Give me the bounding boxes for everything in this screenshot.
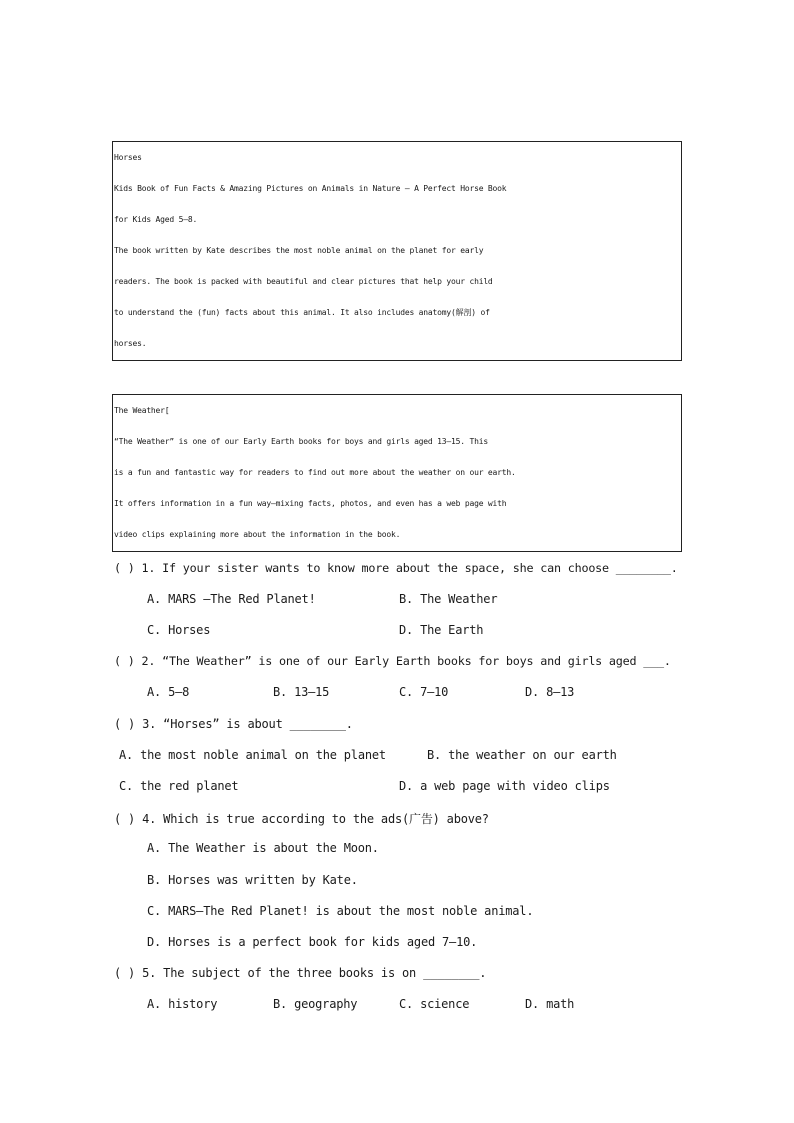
ad-text-line: readers. The book is packed with beautiful and clear pictures that help your child xyxy=(114,277,493,286)
question-2-option-c: C. 7—10 xyxy=(399,685,449,699)
ad-weather xyxy=(112,394,682,552)
ad-text-line: to understand the (fun) facts about this animal. It also includes anatomy(解剖) of xyxy=(114,308,490,317)
question-2-stem: ( ) 2. “The Weather” is one of our Early Earth books for boys and girls aged ___. xyxy=(114,654,671,668)
ad-text-line: “The Weather” is one of our Early Earth books for boys and girls aged 13—15. This xyxy=(114,437,488,446)
ad-text-line: is a fun and fantastic way for readers to find out more about the weather on our earth. xyxy=(114,468,516,477)
question-1-stem: ( ) 1. If your sister wants to know more about the space, she can choose ________. xyxy=(114,561,678,575)
question-5-option-b: B. geography xyxy=(273,997,358,1011)
question-4-option-c: C. MARS—The Red Planet! is about the most noble animal. xyxy=(147,904,534,918)
question-2-option-d: D. 8—13 xyxy=(525,685,575,699)
ad-text-line: video clips explaining more about the information in the book. xyxy=(114,530,401,539)
question-3-option-b: B. the weather on our earth xyxy=(427,748,617,762)
question-3-option-c: C. the red planet xyxy=(119,779,239,793)
ad-text-line: Kids Book of Fun Facts & Amazing Pictures on Animals in Nature — A Perfect Horse Book xyxy=(114,184,507,193)
ad-text-line: The book written by Kate describes the most noble animal on the planet for early xyxy=(114,246,484,255)
question-3-option-a: A. the most noble animal on the planet xyxy=(119,748,386,762)
question-1-option-c: C. Horses xyxy=(147,623,211,637)
question-4-option-a: A. The Weather is about the Moon. xyxy=(147,841,379,855)
ad-horses xyxy=(112,141,682,361)
ad-title: The Weather[ xyxy=(114,406,170,415)
ad-title: Horses xyxy=(114,153,142,162)
question-3-stem: ( ) 3. “Horses” is about ________. xyxy=(114,717,353,731)
question-5-option-c: C. science xyxy=(399,997,470,1011)
question-4-stem: ( ) 4. Which is true according to the ads(广告) above? xyxy=(114,812,489,826)
question-4-option-b: B. Horses was written by Kate. xyxy=(147,873,358,887)
ad-text-line: It offers information in a fun way—mixing facts, photos, and even has a web page with xyxy=(114,499,507,508)
question-2-option-a: A. 5—8 xyxy=(147,685,190,699)
question-1-option-b: B. The Weather xyxy=(399,592,498,606)
ad-text-line: horses. xyxy=(114,339,147,348)
question-3-option-d: D. a web page with video clips xyxy=(399,779,610,793)
ad-text-line: for Kids Aged 5—8. xyxy=(114,215,198,224)
question-5-stem: ( ) 5. The subject of the three books is on ________. xyxy=(114,966,487,980)
question-1-option-a: A. MARS —The Red Planet! xyxy=(147,592,316,606)
question-2-option-b: B. 13—15 xyxy=(273,685,330,699)
question-5-option-a: A. history xyxy=(147,997,218,1011)
question-4-option-d: D. Horses is a perfect book for kids aged 7—10. xyxy=(147,935,478,949)
question-1-option-d: D. The Earth xyxy=(399,623,484,637)
question-5-option-d: D. math xyxy=(525,997,575,1011)
